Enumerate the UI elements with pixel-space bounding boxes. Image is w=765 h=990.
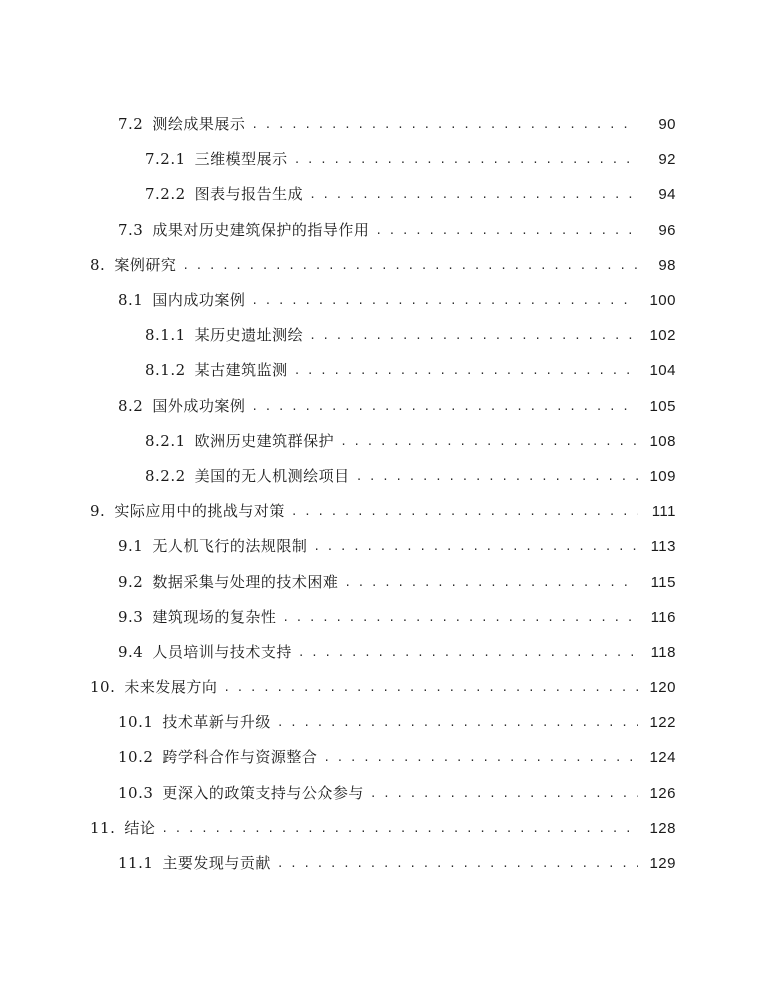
toc-entry[interactable]: [0, 282, 765, 317]
toc-dot-leader: [277, 716, 638, 729]
toc-dot-leader: [294, 153, 638, 166]
toc-dot-leader: [294, 364, 638, 377]
toc-entry[interactable]: [0, 810, 765, 845]
toc-entry[interactable]: [0, 212, 765, 247]
toc-entry-page: 116: [650, 608, 676, 626]
toc-entry-title: 成果对历史建筑保护的指导作用: [152, 220, 370, 239]
toc-entry-page: 102: [649, 327, 676, 345]
toc-entry[interactable]: [0, 106, 765, 141]
toc-entry-page: 129: [649, 855, 676, 873]
toc-entry-title: 跨学科合作与资源整合: [162, 748, 318, 767]
toc-entry-page: 126: [649, 784, 676, 802]
toc-dot-leader: [370, 787, 638, 800]
toc-entry[interactable]: [0, 317, 765, 352]
toc-entry-number: 9.: [90, 502, 106, 521]
toc-dot-leader: [251, 118, 638, 131]
toc-dot-leader: [356, 470, 638, 483]
toc-entry[interactable]: [0, 247, 765, 282]
toc-entry-number: 7.2: [118, 115, 144, 134]
toc-dot-leader: [313, 540, 638, 553]
toc-entry[interactable]: [0, 141, 765, 176]
toc-entry-number: 8.2.1: [145, 431, 186, 450]
toc-entry-page: 108: [649, 432, 676, 450]
toc-entry-title: 人员培训与技术支持: [152, 642, 292, 661]
toc-entry[interactable]: [0, 352, 765, 387]
toc-entry-number: 10.: [90, 678, 116, 697]
toc-entry-title: 国外成功案例: [152, 396, 246, 415]
toc-entry[interactable]: [0, 458, 765, 493]
toc-entry-page: 124: [649, 749, 676, 767]
toc-entry-number: 7.3: [118, 220, 144, 239]
toc-entry-title: 实际应用中的挑战与对策: [114, 502, 285, 521]
toc-entry-title: 美国的无人机测绘项目: [194, 466, 350, 485]
toc-dot-leader: [291, 505, 638, 518]
toc-dot-leader: [323, 751, 638, 764]
toc-dot-leader: [375, 224, 638, 237]
toc-entry-title: 三维模型展示: [194, 150, 288, 169]
toc-entry-page: 96: [658, 221, 676, 239]
toc-entry-title: 某历史遗址测绘: [194, 326, 304, 345]
toc-dot-leader: [251, 400, 638, 413]
toc-entry-number: 10.3: [118, 783, 154, 802]
toc-entry-number: 9.3: [118, 607, 144, 626]
toc-entry[interactable]: [0, 634, 765, 669]
toc-entry-number: 11.: [90, 818, 116, 837]
toc-entry[interactable]: [0, 599, 765, 634]
toc-dot-leader: [282, 611, 638, 624]
toc-entry-page: 120: [649, 679, 676, 697]
toc-dot-leader: [309, 329, 638, 342]
toc-entry-number: 7.2.2: [145, 185, 186, 204]
toc-entry[interactable]: [0, 739, 765, 774]
toc-entry-page: 100: [649, 292, 676, 310]
toc-entry-number: 8.1.2: [145, 361, 186, 380]
toc-entry-title: 更深入的政策支持与公众参与: [162, 783, 364, 802]
toc-entry-number: 7.2.1: [145, 150, 186, 169]
toc-entry[interactable]: [0, 388, 765, 423]
toc-entry-page: 94: [658, 186, 676, 204]
toc-entry-page: 105: [649, 397, 676, 415]
toc-entry-title: 案例研究: [114, 255, 177, 274]
toc-dot-leader: [277, 857, 638, 870]
toc-entry-page: 92: [658, 151, 676, 169]
toc-dot-leader: [309, 188, 638, 201]
toc-entry-number: 10.1: [118, 713, 154, 732]
toc-entry-page: 128: [649, 819, 676, 837]
toc-entry[interactable]: [0, 423, 765, 458]
toc-entry-number: 9.2: [118, 572, 144, 591]
toc-entry-title: 图表与报告生成: [194, 185, 304, 204]
toc-entry-title: 欧洲历史建筑群保护: [194, 431, 335, 450]
toc-dot-leader: [182, 259, 638, 272]
toc-dot-leader: [161, 822, 638, 835]
toc-entry-page: 115: [650, 573, 676, 591]
toc-entry-title: 某古建筑监测: [194, 361, 288, 380]
toc-entry-number: 9.1: [118, 537, 144, 556]
toc-entry[interactable]: [0, 704, 765, 739]
toc-entry-page: 98: [658, 256, 676, 274]
toc-entry-page: 113: [650, 538, 676, 556]
toc-entry[interactable]: [0, 845, 765, 880]
toc-entry[interactable]: [0, 176, 765, 211]
toc-entry-page: 118: [650, 643, 676, 661]
toc-entry-number: 8.: [90, 255, 106, 274]
toc-entry-title: 主要发现与贡献: [162, 854, 271, 873]
toc-entry-number: 8.1: [118, 291, 144, 310]
table-of-contents: [0, 106, 765, 880]
toc-entry-number: 8.2: [118, 396, 144, 415]
toc-entry-title: 结论: [124, 818, 156, 837]
toc-entry-title: 无人机飞行的法规限制: [152, 537, 308, 556]
toc-dot-leader: [298, 646, 638, 659]
toc-dot-leader: [340, 435, 638, 448]
toc-dot-leader: [344, 576, 638, 589]
toc-entry-page: 111: [651, 503, 676, 521]
toc-entry-title: 技术革新与升级: [162, 713, 271, 732]
toc-dot-leader: [251, 294, 638, 307]
toc-entry-title: 测绘成果展示: [152, 115, 246, 134]
toc-dot-leader: [223, 681, 638, 694]
toc-entry[interactable]: [0, 775, 765, 810]
toc-entry-number: 8.2.2: [145, 466, 186, 485]
toc-entry[interactable]: [0, 528, 765, 563]
toc-entry-title: 未来发展方向: [124, 678, 218, 697]
toc-entry-page: 109: [649, 467, 676, 485]
toc-entry-number: 8.1.1: [145, 326, 186, 345]
toc-entry-number: 10.2: [118, 748, 154, 767]
toc-entry-title: 建筑现场的复杂性: [152, 607, 277, 626]
toc-entry[interactable]: [0, 493, 765, 528]
toc-entry[interactable]: [0, 563, 765, 598]
toc-entry-page: 104: [649, 362, 676, 380]
toc-entry-number: 11.1: [118, 854, 154, 873]
toc-entry-page: 90: [658, 116, 676, 134]
toc-entry-title: 国内成功案例: [152, 291, 246, 310]
toc-entry-page: 122: [649, 714, 676, 732]
toc-entry-title: 数据采集与处理的技术困难: [152, 572, 339, 591]
toc-entry-number: 9.4: [118, 642, 144, 661]
toc-entry[interactable]: [0, 669, 765, 704]
